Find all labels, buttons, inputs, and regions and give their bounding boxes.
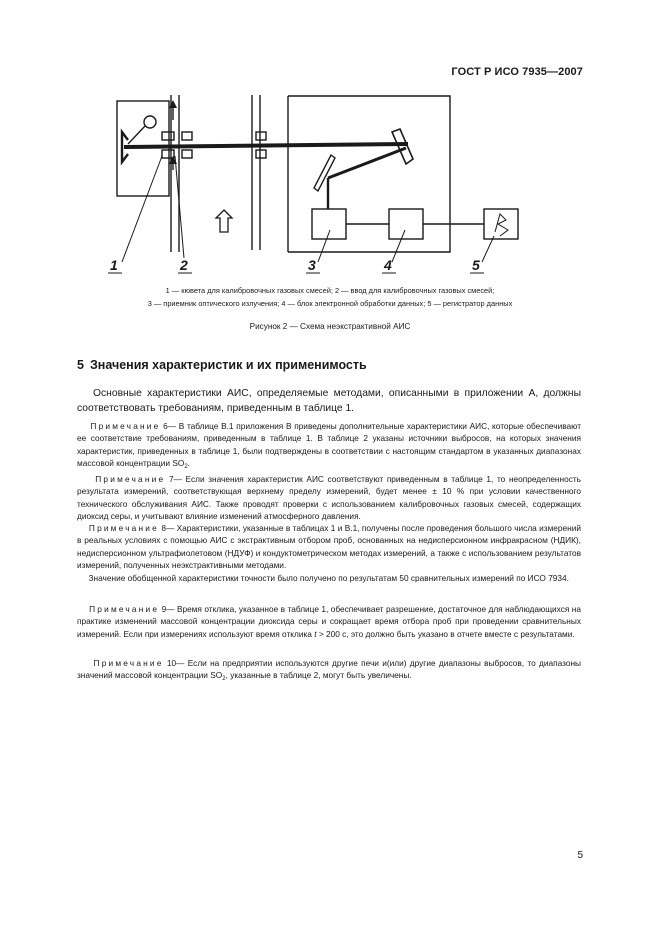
note-word: Примечание [90, 421, 161, 431]
subscript: 2 [222, 676, 226, 683]
note-number: 7 [168, 474, 174, 484]
detector-box [312, 209, 346, 239]
note-extra-text: Значение обобщенной характеристики точности было получено по результатам 50 сравнительных измерений по ИСО 7934. [88, 572, 569, 583]
note-7 [77, 473, 581, 523]
figure-legend-line-1: 1 — кювета для калибровочных газовых смесей; 2 — ввод для калибровочных газовых смесей; [165, 286, 495, 295]
note-number: 8 [161, 523, 166, 533]
figure-label-1: 1 [110, 257, 118, 273]
section-title: Значения характеристик и их применимость [89, 358, 367, 372]
flow-arrow [216, 210, 232, 232]
note-text: — В таблице В.1 приложения В приведены дополнительные характеристики АИС, которые обеспечивают ее соответствие требованиям, приведенным в таблице 1. В таблице 2 указаны источники выбросов, на которых значения характеристик, приведенных в таблице 1, были подтверждены в соответствии с настоящим стандартом в указанных диапазонах массовой концентрации SO [77, 421, 581, 469]
recorder-box [484, 209, 518, 239]
figure-label-4: 4 [384, 257, 392, 273]
note-word: Примечание [88, 523, 159, 533]
figure-label-5: 5 [472, 257, 480, 273]
section-number: 5 [77, 358, 84, 372]
reflected-beam [328, 148, 406, 178]
main-mirror [392, 129, 413, 164]
main-paragraph: Основные характеристики АИС, определяемые методами, описанными в приложении А, должны соответствовать требованиям, приведенным в таблице 1. [77, 388, 581, 414]
figure-legend-line-2: 3 — приемник оптического излучения; 4 — блок электронной обработки данных; 5 — регистратор данных [147, 299, 513, 308]
light-beam [124, 144, 408, 147]
section-heading [77, 358, 367, 372]
note-number: 6 [163, 421, 168, 431]
note-word: Примечание [93, 658, 164, 668]
note-text: — Если значения характеристик АИС соответствуют приведенным в таблице 1, то неопределенность результата измерений, соответствующая верхнему пределу измерений, будет менее ± 10 % при условии качественного технического обслуживания АИС. Также проводят проверки с использованием калибровочных газовых смесей, содержащих диоксид серы, и учитывают влияние изменений атмосферного давления. [77, 474, 581, 522]
page-number: 5 [577, 850, 583, 861]
document-header: ГОСТ Р ИСО 7935—2007 [451, 66, 583, 78]
figure-label-2: 2 [180, 257, 188, 273]
figure-caption: Рисунок 2 — Схема неэкстрактивной АИС [249, 322, 411, 331]
figure-label-3: 3 [308, 257, 316, 273]
note-number: 10 [166, 658, 177, 668]
note-9: Примечание 9— Время отклика, указанное в таблице 1, обеспечивает разрешение, достаточное для наблюдающихся на практике изменений массовой концентрации диоксида серы и сокращает время отбора проб при проведении сравнительных измерений. Если при измерениях используют время отклика t > 200 с, это должно быть указано в отчете вместе с результатами. [77, 604, 581, 639]
note-text: — Характеристики, указанные в таблицах 1 и В.1, получены после проведения большого числа измерений в реальных условиях с помощью АИС с экстрактивным отбором проб, основанных на недисперсионном инфракрасном (НДИК), недисперсионном ультрафиолетовом (НДУФ) и кондуктометрическом методах измерений, а также с использованием результатов измерений, полученных неэкстрактивными методами. [77, 523, 581, 571]
note-6: Примечание 6— В таблице В.1 приложения В приведены дополнительные характеристики АИС, которые обеспечивают ее соответствие требованиям, приведенным в таблице 1. В таблице 2 указаны источники выбросов, на которых значения характеристик, приведенных в таблице 1, были подтверждены в соответствии с настоящим стандартом в указанных диапазонах массовой концентрации $SO_2$. [77, 421, 581, 471]
note-10: Примечание 10— Если на предприятии используются другие печи и(или) другие диапазоны выбросов, то диапазоны значений массовой концентрации $SO_2$, указанные в таблице 2, могут быть увеличены. [77, 658, 581, 683]
subscript: 2 [184, 464, 188, 471]
electronics-box [389, 209, 423, 239]
variable-t: t [314, 628, 317, 639]
secondary-mirror [314, 155, 335, 191]
note-number: 9 [161, 604, 167, 614]
note-text: — Время отклика, указанное в таблице 1, обеспечивает разрешение, достаточное для наблюдающихся на практике изменений массовой концентрации диоксида серы и сокращает время отбора проб при проведении сравнительных измерений. Если при измерениях используют время отклика [77, 604, 581, 639]
note-word: Примечание [95, 474, 166, 484]
note-text: — Если на предприятии используются другие печи и(или) другие диапазоны выбросов, то диапазоны значений массовой концентрации SO [77, 658, 581, 681]
valve-circle [144, 116, 156, 128]
note-8 [77, 522, 581, 584]
note-word: Примечание [89, 604, 160, 614]
schematic-figure [100, 92, 540, 282]
